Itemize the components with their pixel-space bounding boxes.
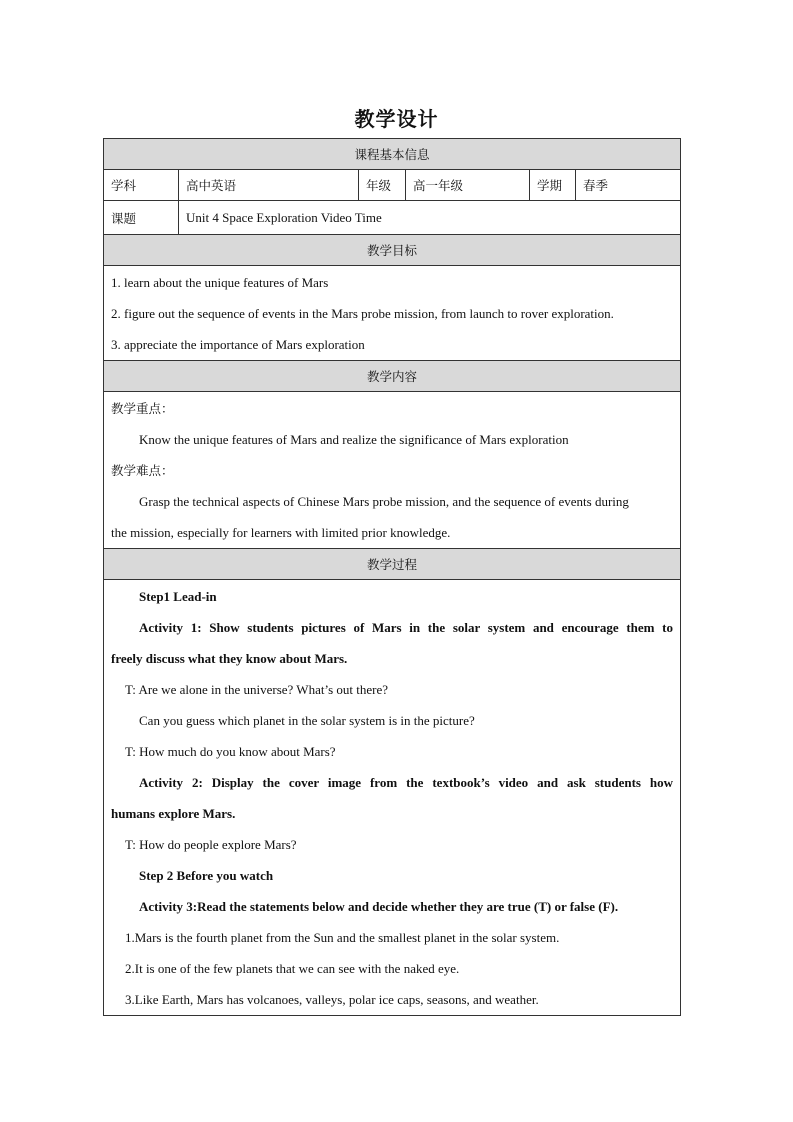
statement-item: 1.Mars is the fourth planet from the Sun and the smallest planet in the solar system.	[125, 930, 560, 945]
basic-info-header-row	[104, 139, 681, 170]
teacher-question: T: How much do you know about Mars?	[125, 744, 336, 759]
statement-item: 3.Like Earth, Mars has volcanoes, valleys, polar ice caps, seasons, and weather.	[125, 992, 539, 1007]
difficulty-label: 教学难点：	[111, 463, 174, 478]
step-heading: Step1 Lead-in	[139, 589, 217, 604]
step-heading: Step 2 Before you watch	[139, 868, 274, 883]
difficulty-text-continued: the mission, especially for learners with limited prior knowledge.	[111, 525, 451, 540]
lesson-plan-table	[103, 138, 681, 1016]
subject-value: 高中英语	[179, 170, 359, 201]
objective-item: 1. learn about the unique features of Mars	[111, 275, 329, 290]
activity-heading: Activity 3:Read the statements below and decide whether they are true (T) or false (F).	[139, 899, 619, 914]
statement-item: 2.It is one of the few planets that we can see with the naked eye.	[125, 961, 460, 976]
objective-item: 3. appreciate the importance of Mars exploration	[111, 337, 365, 352]
document-title: 教学设计	[354, 107, 439, 131]
topic-label: 课题	[104, 201, 179, 235]
grade-value: 高一年级	[406, 170, 530, 201]
term-label: 学期	[530, 170, 576, 201]
grade-label: 年级	[359, 170, 406, 201]
topic-value: Unit 4 Space Exploration Video Time	[179, 201, 681, 235]
content-header-row	[104, 361, 681, 392]
content-block	[104, 392, 681, 549]
teacher-question: Can you guess which planet in the solar system is in the picture?	[139, 713, 475, 728]
activity-heading-continued: freely discuss what they know about Mars.	[111, 651, 348, 666]
topic-row	[104, 201, 681, 235]
process-header-row	[104, 549, 681, 580]
term-value: 春季	[576, 170, 681, 201]
info-row	[104, 170, 681, 201]
key-point-label: 教学重点：	[111, 401, 174, 416]
objectives-block	[104, 266, 681, 361]
objectives-row	[104, 266, 681, 361]
teacher-question: T: Are we alone in the universe? What’s out there?	[125, 682, 388, 697]
content-row	[104, 392, 681, 549]
objectives-header: 教学目标	[104, 235, 681, 266]
key-point-text: Know the unique features of Mars and realize the significance of Mars exploration	[139, 432, 569, 447]
subject-label: 学科	[104, 170, 179, 201]
activity-heading-continued: humans explore Mars.	[111, 806, 236, 821]
difficulty-text: Grasp the technical aspects of Chinese Mars probe mission, and the sequence of events during	[139, 494, 629, 509]
objectives-header-row	[104, 235, 681, 266]
activity-heading: Activity 1: Show students pictures of Mars in the solar system and encourage them to	[139, 620, 674, 635]
process-block	[104, 580, 681, 1016]
teacher-question: T: How do people explore Mars?	[125, 837, 297, 852]
content-header: 教学内容	[104, 361, 681, 392]
objective-item: 2. figure out the sequence of events in the Mars probe mission, from launch to rover exploration.	[111, 306, 614, 321]
process-header: 教学过程	[104, 549, 681, 580]
activity-heading: Activity 2: Display the cover image from the textbook’s video and ask students how	[139, 775, 674, 790]
basic-info-header: 课程基本信息	[104, 139, 681, 170]
process-row	[104, 580, 681, 1016]
